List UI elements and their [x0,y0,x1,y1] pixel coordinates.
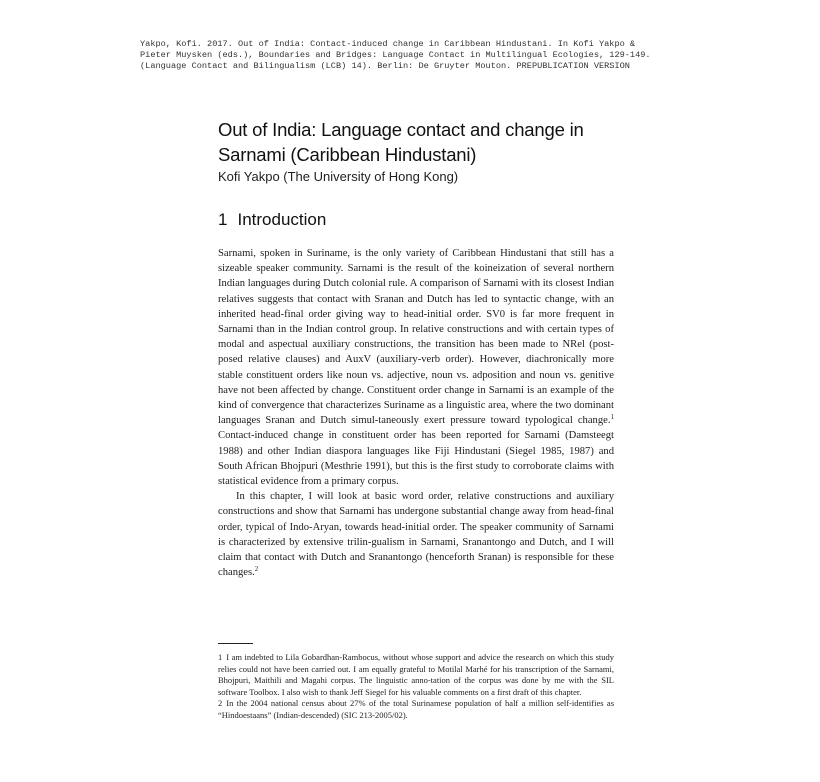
paragraph-text: In this chapter, I will look at basic word order, relative constructions and auxiliary constructions and show that Sarnami has undergone substantial change away from head-final order, typical of Indo-Aryan, towards head-initial order. The speaker community of Sarnami is characterized by extensive trilin-gualism in Sarnami, Sranantongo and Dutch, and I will claim that contact with Dutch and Sranantongo (henceforth Sranan) is responsible for these changes. [218,491,614,579]
footnote-divider [218,643,253,644]
footnote [218,698,614,721]
citation-line: Pieter Muysken (eds.), Boundaries and Bridges: Language Contact in Multilingual Ecologies, 129-149. [140,50,651,60]
paragraph-text: Contact-induced change in constituent order has been reported for Sarnami (Damsteegt 1988) and other Indian diaspora languages like Fiji Hindustani (Siegel 1985, 1987) and South African Bhojpuri (Mesthrie 1991), but this is the first study to corroborate claims with statistical evidence from a primary corpus. [218,430,614,488]
chapter-title [218,117,658,167]
section-title: Introduction [237,210,327,229]
author-line: Kofi Yakpo (The University of Hong Kong) [218,169,459,184]
title-line: Out of India: Language contact and change in [218,119,584,140]
footnote-marker[interactable]: 2 [254,565,259,574]
title-line: Sarnami (Caribbean Hindustani) [218,144,477,165]
footnote-marker[interactable]: 1 [610,413,614,422]
paragraph-text: Sarnami, spoken in Suriname, is the only variety of Caribbean Hindustani that still has a sizeable speaker community. Sarnami is the result of the koineization of several northern Indian languages during Dutch colonial rule. A comparison of Sarnami with its closest Indian relatives suggests that contact with Sranan and Dutch has led to syntactic change, with an inherited head-final order giving way to head-initial order. SV0 is far more frequent in Sarnami than in the Indian control group. In relative constructions and with certain types of modal and aspectual auxiliary constructions, the transition has been made to NRel (post-posed relative clauses) and AuxV (auxiliary-verb order). However, diachronically more stable constituent orders like noun vs. adjective, noun vs. adposition and noun vs. genitive have not been affected by change. Constituent order change in Sarnami is an example of the kind of convergence that characterizes Suriname as a linguistic area, where the two dominant languages Sranan and Dutch simul-taneously exert pressure toward typological change. [218,248,614,427]
citation-line: Yakpo, Kofi. 2017. Out of India: Contact-induced change in Caribbean Hindustani. In Kofi Yakpo & [140,39,636,49]
footnotes [218,652,614,721]
citation-header [140,39,680,72]
footnote-text: In the 2004 national census about 27% of the total Surinamese population of half a million self-identifies as “Hindoestaans” (Indian-descended) (SIC 213-2005/02). [218,698,614,720]
section-number: 1 [218,210,228,229]
body-text [218,246,614,580]
footnote [218,652,614,698]
paragraph [218,489,614,580]
footnote-number: 1 [218,652,223,662]
citation-line: (Language Contact and Bilingualism (LCB) 14). Berlin: De Gruyter Mouton. PREPUBLICATION VERSION [140,61,630,71]
paragraph [218,246,614,489]
footnote-number: 2 [218,698,223,708]
footnote-text: I am indebted to Lila Gobardhan-Rambocus, without whose support and advice the research on which this study relies could not have been carried out. I am equally grateful to Motilal Marhé for his transcription of the Sarnami, Bhojpuri, Maithili and Magahi corpus. The linguistic anno-tation of the corpus was done by me with the SIL software Toolbox. I also wish to thank Jeff Siegel for his valuable comments on a first draft of this chapter. [218,652,614,697]
section-heading [218,210,326,230]
